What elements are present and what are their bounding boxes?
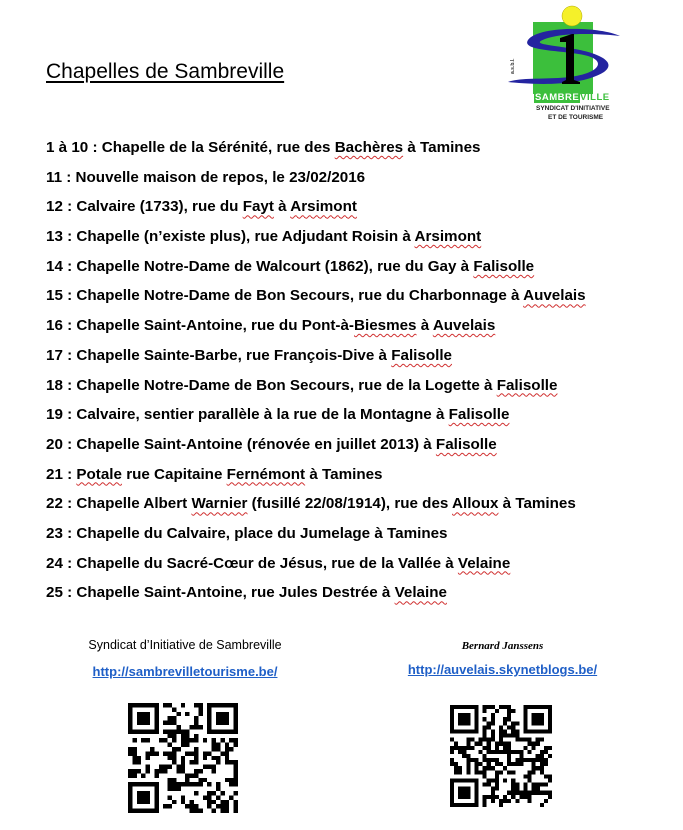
misspelled-word: Potale: [76, 465, 122, 483]
list-item: [46, 167, 586, 197]
item-text: 21 :: [46, 465, 77, 483]
item-text: 18 : Chapelle Notre-Dame de Bon Secours, rue de la Logette à: [46, 376, 497, 394]
item-text: rue Capitaine: [121, 465, 227, 483]
list-item: [46, 196, 586, 226]
misspelled-word: Falisolle: [435, 435, 497, 453]
misspelled-word: Falisolle: [448, 406, 510, 424]
sambreville-logo: [508, 4, 638, 124]
misspelled-word: Biesmes: [354, 317, 417, 335]
logo-subtitle-line2: ET DE TOURISME: [548, 114, 604, 121]
misspelled-word: Falisolle: [473, 257, 535, 275]
list-item: [46, 523, 586, 553]
misspelled-word: Auvelais: [432, 317, 496, 335]
list-item: [46, 285, 586, 315]
item-text: 20 : Chapelle Saint-Antoine (rénovée en juillet 2013) à: [46, 435, 436, 453]
list-item: [46, 256, 586, 286]
list-item: [46, 493, 586, 523]
item-text: à Tamines: [498, 495, 576, 513]
author-name: Bernard Janssens: [461, 640, 544, 652]
item-text: 22 : Chapelle Albert: [46, 495, 192, 513]
item-text: 23 : Chapelle du Calvaire, place du Jumelage à Tamines: [46, 524, 448, 542]
misspelled-word: Falisolle: [391, 346, 452, 364]
list-item: [46, 375, 586, 405]
footer-right: [380, 640, 625, 679]
list-item: [46, 553, 586, 583]
qr-code-icon: [450, 705, 552, 807]
list-item: [46, 315, 586, 345]
list-item: [46, 404, 586, 434]
misspelled-word: Fayt: [242, 198, 274, 216]
item-text: à Tamines: [403, 139, 481, 156]
list-item: [46, 464, 586, 494]
misspelled-word: Alloux: [452, 495, 499, 513]
misspelled-word: Velaine: [394, 584, 447, 602]
logo-subtitle-line1: SYNDICAT D'INITIATIVE: [536, 105, 610, 112]
item-text: 25 : Chapelle Saint-Antoine, rue Jules Destrée à: [46, 584, 395, 602]
item-text: à: [273, 198, 291, 216]
item-text: 14 : Chapelle Notre-Dame de Walcourt (1862), rue du Gay à: [46, 257, 474, 275]
misspelled-word: Fernémont: [226, 465, 306, 483]
misspelled-word: Falisolle: [496, 376, 558, 394]
list-item: [46, 434, 586, 464]
list-item: [46, 226, 586, 256]
item-text: (fusillé 22/08/1914), rue des: [247, 495, 453, 513]
list-item: [46, 582, 586, 612]
item-text: 13 : Chapelle (n’existe plus), rue Adjudant Roisin à: [46, 228, 415, 246]
chapel-list: [46, 137, 586, 612]
auvelais-blog-link[interactable]: http://auvelais.skynetblogs.be/: [407, 662, 598, 677]
item-text: 12 : Calvaire (1733), rue du: [46, 198, 243, 216]
logo-name: SAMBREVILLE: [535, 92, 610, 103]
misspelled-word: Velaine: [457, 554, 511, 572]
item-text: 16 : Chapelle Saint-Antoine, rue du Pont-à-: [46, 317, 354, 335]
item-text: 19 : Calvaire, sentier parallèle à la rue de la Montagne à: [46, 406, 449, 424]
qr-code-icon: [127, 703, 239, 813]
misspelled-word: Arsimont: [414, 228, 482, 246]
misspelled-word: Bachères: [334, 139, 404, 156]
item-text: à: [416, 317, 433, 335]
organisation-name: Syndicat d’Initiative de Sambreville: [88, 638, 282, 652]
misspelled-word: Arsimont: [290, 198, 357, 216]
item-text: 24 : Chapelle du Sacré-Cœur de Jésus, rue de la Vallée à: [46, 554, 458, 572]
item-text: 1 à 10 : Chapelle de la Sérénité, rue des: [46, 139, 335, 156]
item-text: 11 : Nouvelle maison de repos, le 23/02/2016: [46, 168, 366, 186]
item-text: 17 : Chapelle Sainte-Barbe, rue François-Dive à: [46, 346, 392, 364]
item-text: à Tamines: [305, 465, 383, 483]
sambrevilletourisme-link[interactable]: http://sambrevilletourisme.be/: [92, 664, 278, 679]
list-item: [46, 345, 586, 375]
footer-left: [40, 638, 330, 681]
asbl-label: a.s.b.l.: [510, 58, 516, 74]
list-item: [46, 137, 586, 167]
page-title: Chapelles de Sambreville: [46, 60, 285, 83]
item-text: 15 : Chapelle Notre-Dame de Bon Secours, rue du Charbonnage à: [46, 287, 524, 305]
misspelled-word: Warnier: [191, 495, 248, 513]
misspelled-word: Auvelais: [523, 287, 586, 305]
